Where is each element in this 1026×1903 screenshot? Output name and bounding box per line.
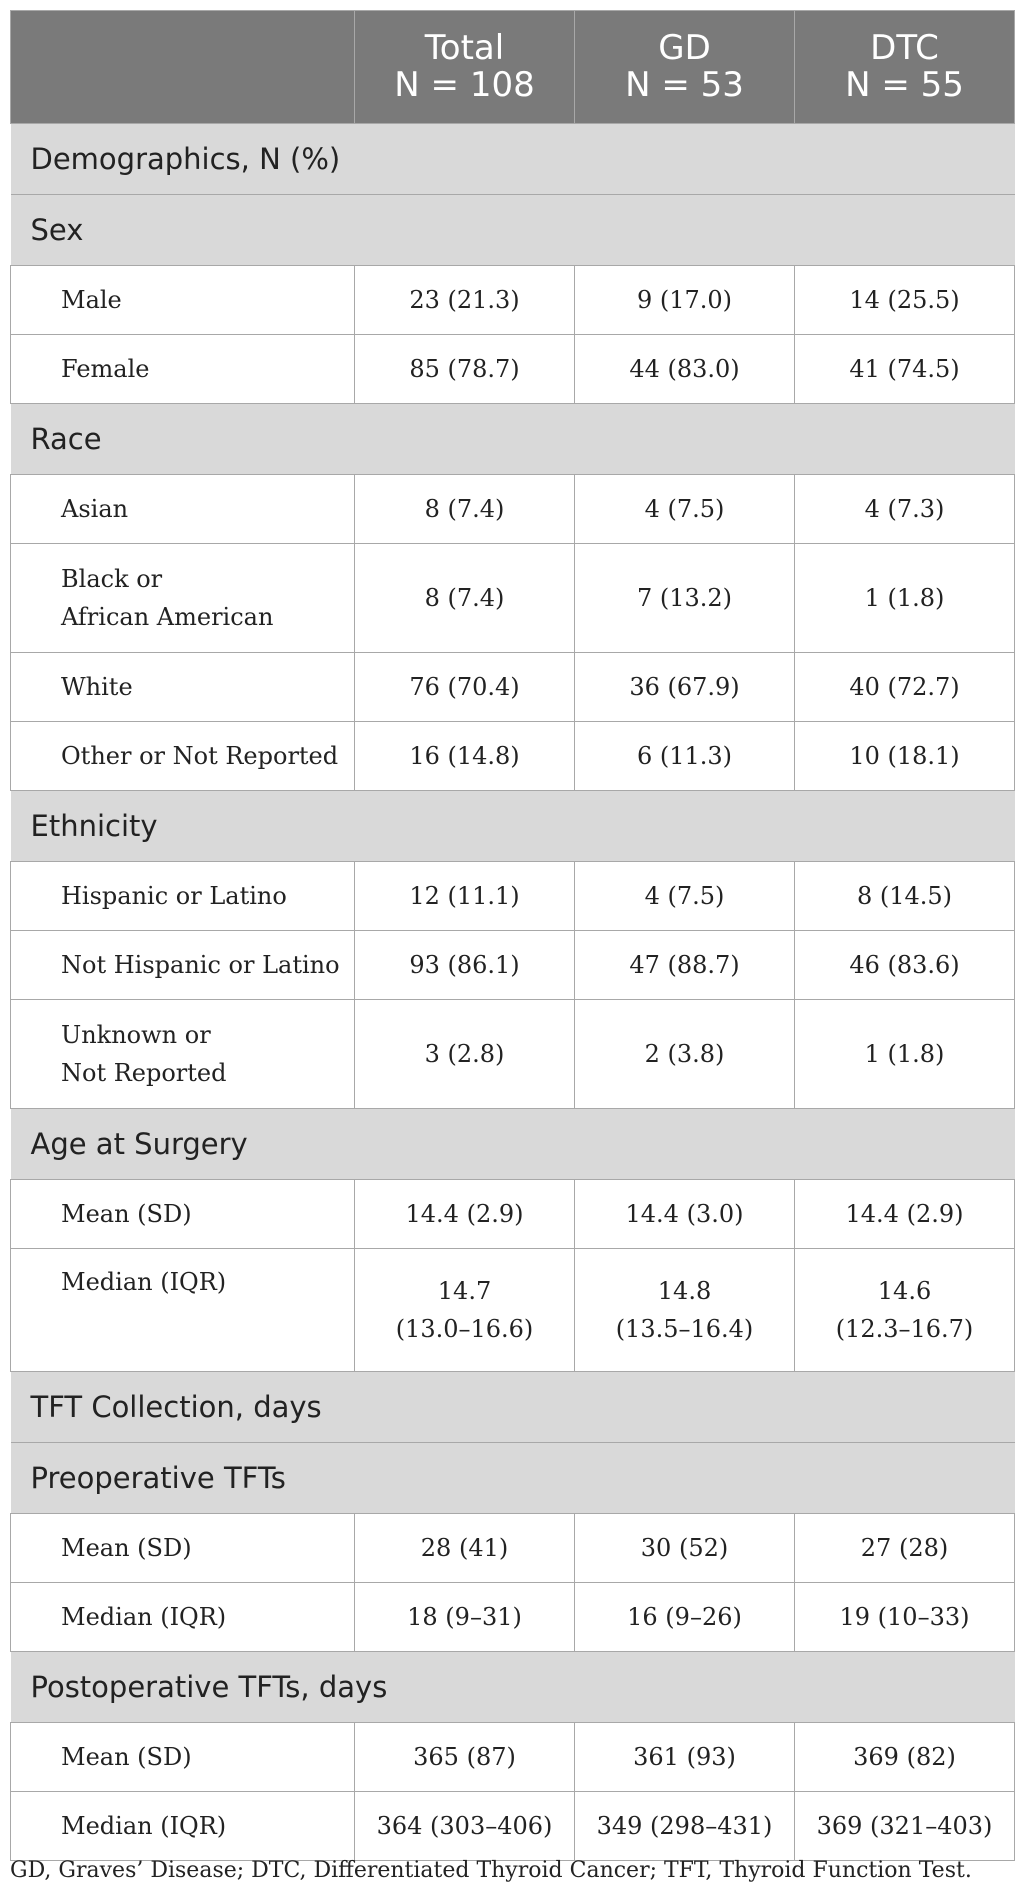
header-dtc-n: N = 55 [845, 65, 964, 105]
cell-gd: 44 (83.0) [575, 335, 795, 404]
table-row-age-median [11, 1249, 1015, 1372]
row-label: Mean (SD) [11, 1514, 355, 1583]
row-label: Mean (SD) [11, 1180, 355, 1249]
section-row-ethnicity [11, 791, 1015, 862]
table-row-postop-mean [11, 1723, 1015, 1792]
cell-dtc: 14 (25.5) [795, 266, 1015, 335]
cell-total: 8 (7.4) [355, 475, 575, 544]
demographics-table [10, 10, 1015, 1861]
demographics-table-container [10, 10, 1014, 1861]
cell-gd: 349 (298–431) [575, 1792, 795, 1861]
row-label: Median (IQR) [11, 1583, 355, 1652]
table-row-white [11, 653, 1015, 722]
cell-total [355, 1249, 575, 1372]
section-row-preop [11, 1443, 1015, 1514]
table-row-male [11, 266, 1015, 335]
row-label [11, 1000, 355, 1109]
cell-dtc: 41 (74.5) [795, 335, 1015, 404]
table-row-preop-median [11, 1583, 1015, 1652]
cell-total: 85 (78.7) [355, 335, 575, 404]
table-row-not-hispanic [11, 931, 1015, 1000]
row-label: White [11, 653, 355, 722]
cell-dtc: 369 (82) [795, 1723, 1015, 1792]
row-label-line: Unknown or [61, 1021, 211, 1049]
section-label: Race [11, 404, 1015, 475]
header-total-name: Total [424, 28, 505, 68]
section-label: Postoperative TFTs, days [11, 1652, 1015, 1723]
cell-dtc: 40 (72.7) [795, 653, 1015, 722]
row-label: Asian [11, 475, 355, 544]
row-label: Mean (SD) [11, 1723, 355, 1792]
section-row-age [11, 1109, 1015, 1180]
cell-dtc: 1 (1.8) [795, 1000, 1015, 1109]
table-row-female [11, 335, 1015, 404]
section-row-race [11, 404, 1015, 475]
table-row-preop-mean [11, 1514, 1015, 1583]
cell-gd: 4 (7.5) [575, 862, 795, 931]
table-row-asian [11, 475, 1015, 544]
cell-gd: 361 (93) [575, 1723, 795, 1792]
header-row [11, 11, 1015, 124]
section-row-demographics [11, 124, 1015, 195]
header-total-n: N = 108 [394, 65, 535, 105]
cell-total: 76 (70.4) [355, 653, 575, 722]
cell-dtc: 14.4 (2.9) [795, 1180, 1015, 1249]
cell-total: 8 (7.4) [355, 544, 575, 653]
cell-total: 23 (21.3) [355, 266, 575, 335]
row-label: Median (IQR) [11, 1792, 355, 1861]
table-footnote: GD, Graves’ Disease; DTC, Differentiated Thyroid Cancer; TFT, Thyroid Function Test. [10, 1858, 972, 1883]
cell-total: 18 (9–31) [355, 1583, 575, 1652]
cell-gd: 47 (88.7) [575, 931, 795, 1000]
section-label: Sex [11, 195, 1015, 266]
section-row-tft [11, 1372, 1015, 1443]
cell-dtc: 369 (321–403) [795, 1792, 1015, 1861]
cell-line: (13.0–16.6) [395, 1315, 534, 1343]
header-dtc-name: DTC [870, 28, 939, 68]
row-label: Other or Not Reported [11, 722, 355, 791]
cell-total: 93 (86.1) [355, 931, 575, 1000]
row-label: Female [11, 335, 355, 404]
table-row-black [11, 544, 1015, 653]
cell-line: (13.5–16.4) [615, 1315, 754, 1343]
section-label: Preoperative TFTs [11, 1443, 1015, 1514]
table-row-unknown-ethnicity [11, 1000, 1015, 1109]
section-label: TFT Collection, days [11, 1372, 1015, 1443]
row-label-line: African American [61, 603, 274, 631]
cell-total: 28 (41) [355, 1514, 575, 1583]
cell-gd: 16 (9–26) [575, 1583, 795, 1652]
cell-dtc: 10 (18.1) [795, 722, 1015, 791]
cell-gd: 4 (7.5) [575, 475, 795, 544]
header-gd-name: GD [658, 28, 711, 68]
cell-total: 364 (303–406) [355, 1792, 575, 1861]
cell-total: 365 (87) [355, 1723, 575, 1792]
cell-dtc: 4 (7.3) [795, 475, 1015, 544]
cell-total: 3 (2.8) [355, 1000, 575, 1109]
cell-total: 16 (14.8) [355, 722, 575, 791]
table-row-age-mean [11, 1180, 1015, 1249]
header-dtc [795, 11, 1015, 124]
row-label: Median (IQR) [11, 1249, 355, 1372]
row-label-line: Black or [61, 565, 163, 593]
header-total [355, 11, 575, 124]
cell-gd: 6 (11.3) [575, 722, 795, 791]
cell-gd [575, 1249, 795, 1372]
section-row-sex [11, 195, 1015, 266]
cell-line: (12.3–16.7) [835, 1315, 974, 1343]
row-label-line: Not Reported [61, 1059, 227, 1087]
cell-total: 14.4 (2.9) [355, 1180, 575, 1249]
table-row-other-race [11, 722, 1015, 791]
cell-dtc: 19 (10–33) [795, 1583, 1015, 1652]
cell-gd: 36 (67.9) [575, 653, 795, 722]
cell-gd: 14.4 (3.0) [575, 1180, 795, 1249]
header-gd-n: N = 53 [625, 65, 744, 105]
section-row-postop [11, 1652, 1015, 1723]
row-label: Male [11, 266, 355, 335]
section-label: Ethnicity [11, 791, 1015, 862]
section-label: Demographics, N (%) [11, 124, 1015, 195]
cell-dtc: 8 (14.5) [795, 862, 1015, 931]
row-label: Hispanic or Latino [11, 862, 355, 931]
cell-total: 12 (11.1) [355, 862, 575, 931]
cell-dtc [795, 1249, 1015, 1372]
cell-gd: 7 (13.2) [575, 544, 795, 653]
cell-gd: 30 (52) [575, 1514, 795, 1583]
section-label: Age at Surgery [11, 1109, 1015, 1180]
table-row-postop-median [11, 1792, 1015, 1861]
cell-dtc: 1 (1.8) [795, 544, 1015, 653]
row-label: Not Hispanic or Latino [11, 931, 355, 1000]
cell-dtc: 46 (83.6) [795, 931, 1015, 1000]
cell-gd: 2 (3.8) [575, 1000, 795, 1109]
cell-gd: 9 (17.0) [575, 266, 795, 335]
table-row-hispanic [11, 862, 1015, 931]
cell-line: 14.6 [877, 1277, 932, 1305]
header-gd [575, 11, 795, 124]
cell-line: 14.8 [657, 1277, 712, 1305]
header-blank-cell [11, 11, 355, 124]
cell-dtc: 27 (28) [795, 1514, 1015, 1583]
cell-line: 14.7 [437, 1277, 492, 1305]
row-label [11, 544, 355, 653]
